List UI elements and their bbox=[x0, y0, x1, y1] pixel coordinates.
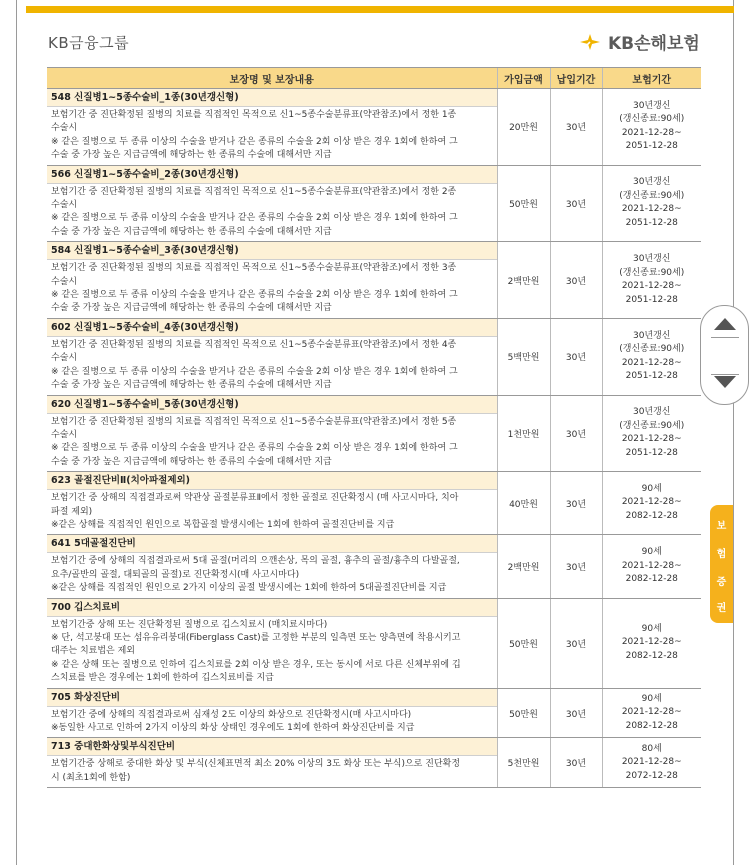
pay-period-cell: 30년 bbox=[550, 165, 602, 242]
insurance-period-cell: 30년갱신 (갱신종료:90세) 2021-12-28~ 2051-12-28 bbox=[602, 89, 701, 166]
insurance-period-cell: 90세 2021-12-28~ 2082-12-28 bbox=[602, 688, 701, 738]
tab-char: 권 bbox=[716, 603, 727, 614]
coverage-table bbox=[47, 67, 701, 788]
table-row bbox=[47, 472, 701, 535]
coverage-description: 보험기간 중에 상해의 직접결과로써 5대 골절(머리의 으깬손상, 목의 골절, 흉추의 골절/흉추의 다발골절, 요추/골반의 골절, 대퇴골의 골절)로 진단확정시(매 사고시마다) ※같은 상해를 직접적인 원인으로 2가지 이상의 골절 발생시에는 1회에 한하여 5대골절진단비를 지급 bbox=[51, 556, 460, 594]
table-row bbox=[47, 318, 701, 395]
scroll-divider bbox=[711, 337, 739, 375]
coverage-name: 584 신질병1~5종수술비_3종(30년갱신형) bbox=[47, 242, 497, 260]
tab-char: 험 bbox=[716, 549, 727, 560]
amount-cell: 2백만원 bbox=[497, 242, 550, 319]
pay-period-cell: 30년 bbox=[550, 535, 602, 598]
insurance-period-cell: 90세 2021-12-28~ 2082-12-28 bbox=[602, 535, 701, 598]
kb-financial-group-logo: KB금융그룹 bbox=[48, 34, 130, 52]
chevron-down-icon[interactable] bbox=[714, 376, 736, 388]
coverage-cell bbox=[47, 165, 497, 242]
tab-char: 보 bbox=[716, 521, 727, 532]
coverage-cell bbox=[47, 318, 497, 395]
table-row bbox=[47, 165, 701, 242]
insurance-period-cell: 30년갱신 (갱신종료:90세) 2021-12-28~ 2051-12-28 bbox=[602, 318, 701, 395]
amount-cell: 40만원 bbox=[497, 472, 550, 535]
coverage-cell bbox=[47, 688, 497, 738]
coverage-cell bbox=[47, 598, 497, 688]
table-row bbox=[47, 535, 701, 598]
kb-star-logo-icon bbox=[578, 33, 602, 51]
insurance-period-cell: 30년갱신 (갱신종료:90세) 2021-12-28~ 2051-12-28 bbox=[602, 242, 701, 319]
kb-insurance-logo bbox=[578, 29, 700, 54]
table-row bbox=[47, 738, 701, 788]
coverage-name: 602 신질병1~5종수술비_4종(30년갱신형) bbox=[47, 319, 497, 337]
coverage-name: 700 깁스치료비 bbox=[47, 599, 497, 617]
amount-cell: 2백만원 bbox=[497, 535, 550, 598]
coverage-name: 566 신질병1~5종수술비_2종(30년갱신형) bbox=[47, 166, 497, 184]
table-row bbox=[47, 688, 701, 738]
amount-cell: 5천만원 bbox=[497, 738, 550, 788]
coverage-description: 보험기간 중 진단확정된 질병의 치료를 직접적인 목적으로 신1~5종수술분류표(약관참조)에서 정한 3종 수술시 ※ 같은 질병으로 두 종류 이상의 수술을 받거나 같은 종류의 수술을 2회 이상 받은 경우 1회에 한하여 그 수술 중 가장 높은 지급금액에 해당하는 한 종류의 수술에 대해서만 지급 bbox=[51, 263, 458, 314]
coverage-name: 641 5대골절진단비 bbox=[47, 535, 497, 553]
amount-cell: 50만원 bbox=[497, 598, 550, 688]
coverage-name: 623 골절진단비Ⅱ(치아파절제외) bbox=[47, 472, 497, 490]
table-row bbox=[47, 395, 701, 472]
col-header-amount: 가입금액 bbox=[497, 68, 550, 89]
coverage-description: 보험기간 중에 상해의 직접결과로써 심재성 2도 이상의 화상으로 진단확정시(매 사고시마다) ※동일한 사고로 인하여 2가지 이상의 화상 상태인 경우에도 1회에 한하여 화상진단비를 지급 bbox=[51, 709, 415, 733]
tab-char: 증 bbox=[716, 577, 727, 588]
coverage-cell bbox=[47, 472, 497, 535]
table-row bbox=[47, 242, 701, 319]
coverage-description: 보험기간중 상해 또는 진단확정된 질병으로 깁스치료시 (매치료시마다) ※ 단, 석고붕대 또는 섬유유리붕대(Fiberglass Cast)를 고정한 부분의 일측면 또는 양측면에 착용시키고 대주는 치료법은 제외 ※ 같은 상해 또는 질병으로 인하여 깁스치료를 2회 이상 받은 경우, 또는 동시에 서로 다른 신체부위에 깁 스치료를 받은 경우에는 1회에 한하여 깁스치료비를 지급 bbox=[51, 619, 461, 684]
amount-cell: 20만원 bbox=[497, 89, 550, 166]
coverage-name: 713 중대한화상및부식진단비 bbox=[47, 738, 497, 756]
amount-cell: 5백만원 bbox=[497, 318, 550, 395]
insurance-period-cell: 90세 2021-12-28~ 2082-12-28 bbox=[602, 598, 701, 688]
amount-cell: 50만원 bbox=[497, 165, 550, 242]
coverage-description: 보험기간 중 상해의 직접결과로써 약관상 골절분류표Ⅱ에서 정한 골절로 진단확정시 (매 사고시마다, 치아 파절 제외) ※같은 상해를 직접적인 원인으로 복합골절 발생시에는 1회에 한하여 골절진단비를 지급 bbox=[51, 493, 459, 530]
coverage-description: 보험기간 중 진단확정된 질병의 치료를 직접적인 목적으로 신1~5종수술분류표(약관참조)에서 정한 2종 수술시 ※ 같은 질병으로 두 종류 이상의 수술을 받거나 같은 종류의 수술을 2회 이상 받은 경우 1회에 한하여 그 수술 중 가장 높은 지급금액에 해당하는 한 종류의 수술에 대해서만 지급 bbox=[51, 186, 458, 237]
kb-insurance-name: KB손해보험 bbox=[608, 34, 700, 54]
coverage-cell bbox=[47, 738, 497, 788]
insurance-period-cell: 90세 2021-12-28~ 2082-12-28 bbox=[602, 472, 701, 535]
coverage-description: 보험기간 중 진단확정된 질병의 치료를 직접적인 목적으로 신1~5종수술분류표(약관참조)에서 정한 1종 수술시 ※ 같은 질병으로 두 종류 이상의 수술을 받거나 같은 종류의 수술을 2회 이상 받은 경우 1회에 한하여 그 수술 중 가장 높은 지급금액에 해당하는 한 종류의 수술에 대해서만 지급 bbox=[51, 110, 458, 161]
insurance-period-cell: 80세 2021-12-28~ 2072-12-28 bbox=[602, 738, 701, 788]
col-header-pay-period: 납입기간 bbox=[550, 68, 602, 89]
top-accent-bar bbox=[26, 6, 734, 13]
insurance-period-cell: 30년갱신 (갱신종료:90세) 2021-12-28~ 2051-12-28 bbox=[602, 395, 701, 472]
pay-period-cell: 30년 bbox=[550, 688, 602, 738]
coverage-name: 620 신질병1~5종수술비_5종(30년갱신형) bbox=[47, 396, 497, 414]
coverage-cell bbox=[47, 535, 497, 598]
scroll-control bbox=[700, 305, 749, 405]
col-header-insurance-period: 보험기간 bbox=[602, 68, 701, 89]
pay-period-cell: 30년 bbox=[550, 89, 602, 166]
pay-period-cell: 30년 bbox=[550, 395, 602, 472]
policy-certificate-tab[interactable] bbox=[710, 505, 733, 623]
pay-period-cell: 30년 bbox=[550, 242, 602, 319]
chevron-up-icon[interactable] bbox=[714, 318, 736, 330]
pay-period-cell: 30년 bbox=[550, 738, 602, 788]
amount-cell: 1천만원 bbox=[497, 395, 550, 472]
table-row bbox=[47, 89, 701, 166]
pay-period-cell: 30년 bbox=[550, 598, 602, 688]
col-header-coverage: 보장명 및 보장내용 bbox=[47, 68, 497, 89]
pay-period-cell: 30년 bbox=[550, 318, 602, 395]
insurance-period-cell: 30년갱신 (갱신종료:90세) 2021-12-28~ 2051-12-28 bbox=[602, 165, 701, 242]
coverage-description: 보험기간중 상해로 중대한 화상 및 부식(신체표면적 최소 20% 이상의 3도 화상 또는 부식)으로 진단확정 시 (최초1회에 한함) bbox=[51, 759, 461, 783]
coverage-name: 548 신질병1~5종수술비_1종(30년갱신형) bbox=[47, 89, 497, 107]
coverage-cell bbox=[47, 395, 497, 472]
coverage-name: 705 화상진단비 bbox=[47, 689, 497, 707]
amount-cell: 50만원 bbox=[497, 688, 550, 738]
coverage-description: 보험기간 중 진단확정된 질병의 치료를 직접적인 목적으로 신1~5종수술분류표(약관참조)에서 정한 5종 수술시 ※ 같은 질병으로 두 종류 이상의 수술을 받거나 같은 종류의 수술을 2회 이상 받은 경우 1회에 한하여 그 수술 중 가장 높은 지급금액에 해당하는 한 종류의 수술에 대해서만 지급 bbox=[51, 416, 458, 467]
coverage-description: 보험기간 중 진단확정된 질병의 치료를 직접적인 목적으로 신1~5종수술분류표(약관참조)에서 정한 4종 수술시 ※ 같은 질병으로 두 종류 이상의 수술을 받거나 같은 종류의 수술을 2회 이상 받은 경우 1회에 한하여 그 수술 중 가장 높은 지급금액에 해당하는 한 종류의 수술에 대해서만 지급 bbox=[51, 339, 458, 391]
coverage-cell bbox=[47, 89, 497, 166]
pay-period-cell: 30년 bbox=[550, 472, 602, 535]
coverage-cell bbox=[47, 242, 497, 319]
table-header-row bbox=[47, 68, 701, 89]
table-row bbox=[47, 598, 701, 688]
